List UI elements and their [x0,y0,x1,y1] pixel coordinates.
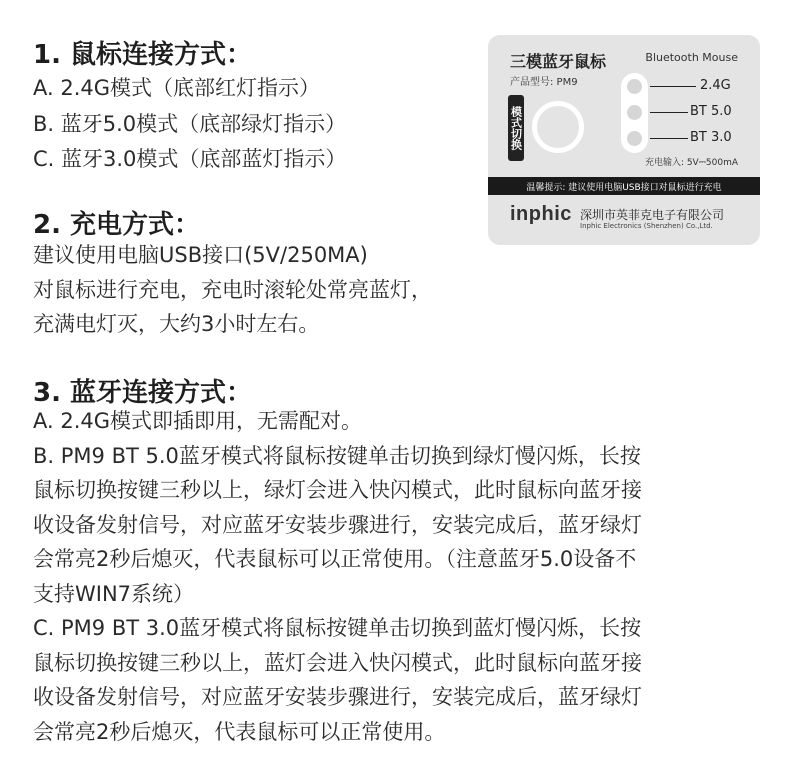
section-heading-bluetooth: 3. 蓝牙连接方式： [33,378,253,408]
indicator-dot-bt50 [627,105,642,120]
mode-item-2-4g: A. 2.4G模式（底部红灯指示） [33,76,321,100]
leader-line-bt50 [650,112,688,113]
charging-paragraph [33,238,763,342]
leader-line-bt30 [650,138,688,139]
bluetooth-line: 会常亮2秒后熄灭，代表鼠标可以正常使用。（注意蓝牙5.0设备不 [33,547,637,571]
bluetooth-line: C. PM9 BT 3.0蓝牙模式将鼠标按键单击切换到蓝灯慢闪烁，长按 [33,616,642,640]
bluetooth-line: B. PM9 BT 5.0蓝牙模式将鼠标按键单击切换到绿灯慢闪烁，长按 [33,443,641,468]
bluetooth-line: 会常亮2秒后熄灭，代表鼠标可以正常使用。 [33,719,446,744]
company-name-en: Inphic Electronics (Shenzhen) Co.,Ltd. [580,222,713,230]
mode-label-bt50: BT 5.0 [690,104,732,119]
tip-band: 温馨提示: 建议使用电脑USB接口对鼠标进行充电 [488,177,760,195]
bluetooth-line: 鼠标切换按键三秒以上，蓝灯会进入快闪模式，此时鼠标向蓝牙接 [33,650,642,675]
charge-input-spec: 充电输入: 5V⎓500mA [644,158,738,168]
leader-line-2-4g [650,86,696,87]
label-model: 产品型号: PM9 [510,77,578,88]
mode-switch-button-icon [532,101,584,153]
label-title-en: Bluetooth Mouse [645,51,738,64]
mode-item-bt30: C. 蓝牙3.0模式（底部蓝灯指示） [33,147,347,171]
mode-switch-label: 模式切换 [508,95,524,161]
section-heading-mouse-connection: 1. 鼠标连接方式： [33,40,253,70]
mode-label-bt30: BT 3.0 [690,130,732,145]
product-label-card [488,35,760,245]
mode-label-2-4g: 2.4G [700,78,731,93]
label-title: 三模蓝牙鼠标 [510,52,607,71]
bluetooth-line: 鼠标切换按键三秒以上，绿灯会进入快闪模式，此时鼠标向蓝牙接 [33,478,642,502]
company-name-cn: 深圳市英菲克电子有限公司 [580,208,725,222]
charging-line: 对鼠标进行充电，充电时滚轮处常亮蓝灯， [33,277,432,302]
bluetooth-line: 收设备发射信号，对应蓝牙安装步骤进行，安装完成后，蓝牙绿灯 [33,512,642,537]
brand-logo: inphic [510,203,572,225]
section-heading-charging: 2. 充电方式： [33,210,201,240]
indicator-dot-2-4g [627,79,642,94]
bluetooth-line: 收设备发射信号，对应蓝牙安装步骤进行，安装完成后，蓝牙绿灯 [33,685,642,709]
indicator-dot-bt30 [627,131,642,146]
bluetooth-line: A. 2.4G模式即插即用，无需配对。 [33,409,363,433]
bluetooth-line: 支持WIN7系统） [33,581,195,606]
charging-line: 建议使用电脑USB接口(5V/250MA) [33,243,368,267]
bluetooth-paragraph [33,404,763,749]
charging-line: 充满电灯灭，大约3小时左右。 [33,312,320,336]
mode-item-bt50: B. 蓝牙5.0模式（底部绿灯指示） [33,112,347,136]
